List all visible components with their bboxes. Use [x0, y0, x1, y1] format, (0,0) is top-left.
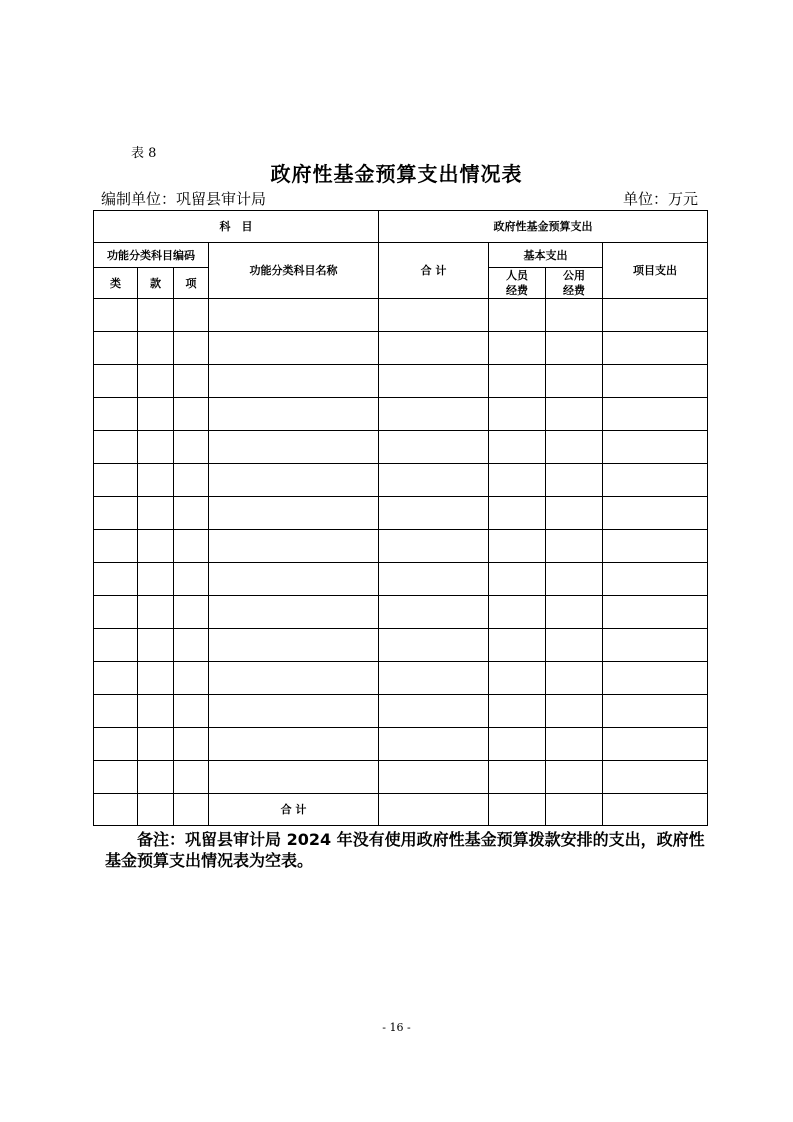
table-cell — [546, 299, 603, 332]
table-cell — [94, 497, 138, 530]
table-cell — [94, 728, 138, 761]
table-cell — [94, 332, 138, 365]
class-header: 类 — [94, 268, 138, 299]
table-cell — [209, 629, 379, 662]
table-cell — [489, 497, 546, 530]
table-cell — [138, 530, 174, 563]
personnel-header-line2: 经费 — [506, 284, 528, 297]
table-cell — [138, 695, 174, 728]
table-cell — [138, 794, 174, 826]
table-row — [94, 431, 708, 464]
table-cell — [174, 365, 209, 398]
table-row — [94, 497, 708, 530]
table-cell — [209, 332, 379, 365]
table-cell — [209, 464, 379, 497]
table-cell — [546, 695, 603, 728]
table-cell — [489, 794, 546, 826]
table-cell — [138, 563, 174, 596]
table-row — [94, 299, 708, 332]
table-cell — [379, 629, 489, 662]
table-cell — [174, 794, 209, 826]
table-cell — [138, 728, 174, 761]
table-cell — [174, 761, 209, 794]
personnel-expense-header — [489, 268, 546, 299]
table-cell — [603, 596, 708, 629]
table-row — [94, 761, 708, 794]
table-cell — [379, 728, 489, 761]
table-cell — [94, 530, 138, 563]
table-cell — [489, 695, 546, 728]
table-cell — [138, 299, 174, 332]
table-cell — [209, 662, 379, 695]
table-cell — [546, 431, 603, 464]
table-cell — [209, 728, 379, 761]
table-body — [94, 211, 708, 826]
table-cell — [209, 365, 379, 398]
total-row-label: 合 计 — [209, 794, 379, 826]
table-cell — [209, 431, 379, 464]
table-cell — [94, 596, 138, 629]
table-cell — [174, 299, 209, 332]
table-cell — [546, 563, 603, 596]
section-header: 款 — [138, 268, 174, 299]
budget-table — [93, 210, 708, 826]
table-cell — [379, 761, 489, 794]
table-cell — [489, 563, 546, 596]
table-cell — [174, 728, 209, 761]
table-cell — [209, 530, 379, 563]
note: 备注：巩留县审计局 2024 年没有使用政府性基金预算拨款安排的支出，政府性基金预算支出情况表为空表。 — [105, 830, 705, 870]
table-cell — [379, 365, 489, 398]
table-cell — [489, 629, 546, 662]
table-cell — [94, 629, 138, 662]
organization-label: 编制单位：巩留县审计局 — [101, 190, 267, 208]
table-cell — [174, 563, 209, 596]
table-cell — [603, 761, 708, 794]
table-cell — [138, 398, 174, 431]
table-cell — [489, 530, 546, 563]
table-row — [94, 398, 708, 431]
table-cell — [489, 398, 546, 431]
table-cell — [603, 530, 708, 563]
table-cell — [379, 332, 489, 365]
table-cell — [379, 431, 489, 464]
table-cell — [94, 299, 138, 332]
table-cell — [379, 794, 489, 826]
table-cell — [489, 728, 546, 761]
table-row — [94, 365, 708, 398]
table-cell — [379, 497, 489, 530]
table-cell — [489, 299, 546, 332]
item-header: 项 — [174, 268, 209, 299]
unit-label: 单位：万元 — [622, 190, 698, 208]
table-cell — [379, 662, 489, 695]
table-cell — [603, 629, 708, 662]
table-cell — [546, 596, 603, 629]
table-cell — [138, 464, 174, 497]
table-cell — [94, 761, 138, 794]
table-cell — [209, 563, 379, 596]
table-cell — [489, 332, 546, 365]
table-cell — [546, 398, 603, 431]
code-header: 功能分类科目编码 — [94, 243, 209, 268]
table-cell — [489, 761, 546, 794]
project-expense-header: 项目支出 — [603, 243, 708, 299]
table-cell — [174, 332, 209, 365]
table-cell — [138, 662, 174, 695]
budget-header: 政府性基金预算支出 — [379, 211, 708, 243]
table-row — [94, 662, 708, 695]
table-cell — [94, 662, 138, 695]
table-cell — [138, 497, 174, 530]
table-cell — [94, 431, 138, 464]
table-cell — [209, 761, 379, 794]
table-cell — [546, 728, 603, 761]
table-cell — [94, 563, 138, 596]
table-row — [94, 695, 708, 728]
table-cell — [489, 464, 546, 497]
table-cell — [489, 662, 546, 695]
table-cell — [603, 794, 708, 826]
table-row — [94, 530, 708, 563]
table-cell — [138, 332, 174, 365]
table-cell — [138, 365, 174, 398]
table-cell — [379, 299, 489, 332]
table-cell — [603, 332, 708, 365]
table-cell — [94, 695, 138, 728]
table-cell — [603, 728, 708, 761]
table-cell — [379, 530, 489, 563]
table-cell — [209, 695, 379, 728]
table-cell — [546, 530, 603, 563]
table-cell — [546, 629, 603, 662]
table-cell — [546, 365, 603, 398]
table-cell — [546, 464, 603, 497]
table-cell — [138, 431, 174, 464]
table-cell — [489, 596, 546, 629]
table-cell — [603, 497, 708, 530]
table-cell — [546, 794, 603, 826]
table-cell — [379, 464, 489, 497]
basic-expense-header: 基本支出 — [489, 243, 603, 268]
table-cell — [379, 398, 489, 431]
table-cell — [209, 398, 379, 431]
table-cell — [209, 497, 379, 530]
table-cell — [174, 596, 209, 629]
table-cell — [379, 596, 489, 629]
table-cell — [94, 794, 138, 826]
table-cell — [174, 497, 209, 530]
public-header-line2: 经费 — [563, 284, 585, 297]
table-cell — [603, 365, 708, 398]
public-header-line1: 公用 — [563, 269, 585, 282]
table-row — [94, 563, 708, 596]
table-cell — [209, 299, 379, 332]
page-number: - 16 - — [382, 1021, 411, 1034]
table-cell — [603, 662, 708, 695]
table-row — [94, 596, 708, 629]
table-cell — [138, 596, 174, 629]
table-cell — [489, 431, 546, 464]
table-cell — [546, 497, 603, 530]
table-row — [94, 332, 708, 365]
table-cell — [174, 464, 209, 497]
table-cell — [603, 563, 708, 596]
table-row — [94, 728, 708, 761]
table-cell — [546, 761, 603, 794]
table-cell — [94, 398, 138, 431]
table-cell — [379, 563, 489, 596]
table-cell — [94, 365, 138, 398]
table-cell — [138, 761, 174, 794]
table-cell — [138, 629, 174, 662]
table-cell — [546, 662, 603, 695]
table-cell — [174, 530, 209, 563]
table-cell — [603, 695, 708, 728]
table-cell — [174, 695, 209, 728]
page-title: 政府性基金预算支出情况表 — [270, 162, 523, 186]
table-cell — [174, 662, 209, 695]
table-cell — [603, 464, 708, 497]
public-expense-header — [546, 268, 603, 299]
table-cell — [603, 299, 708, 332]
table-row — [94, 629, 708, 662]
table-cell — [209, 596, 379, 629]
table-row — [94, 464, 708, 497]
personnel-header-line1: 人员 — [506, 269, 528, 282]
table-cell — [546, 332, 603, 365]
table-cell — [489, 365, 546, 398]
total-header: 合 计 — [379, 243, 489, 299]
table-cell — [174, 431, 209, 464]
table-cell — [603, 398, 708, 431]
table-cell — [94, 464, 138, 497]
table-label: 表 8 — [131, 146, 157, 161]
subject-header: 科 目 — [94, 211, 379, 243]
table-cell — [174, 629, 209, 662]
table-cell — [603, 431, 708, 464]
name-header: 功能分类科目名称 — [209, 243, 379, 299]
total-row — [94, 794, 708, 826]
table-cell — [379, 695, 489, 728]
table-cell — [174, 398, 209, 431]
